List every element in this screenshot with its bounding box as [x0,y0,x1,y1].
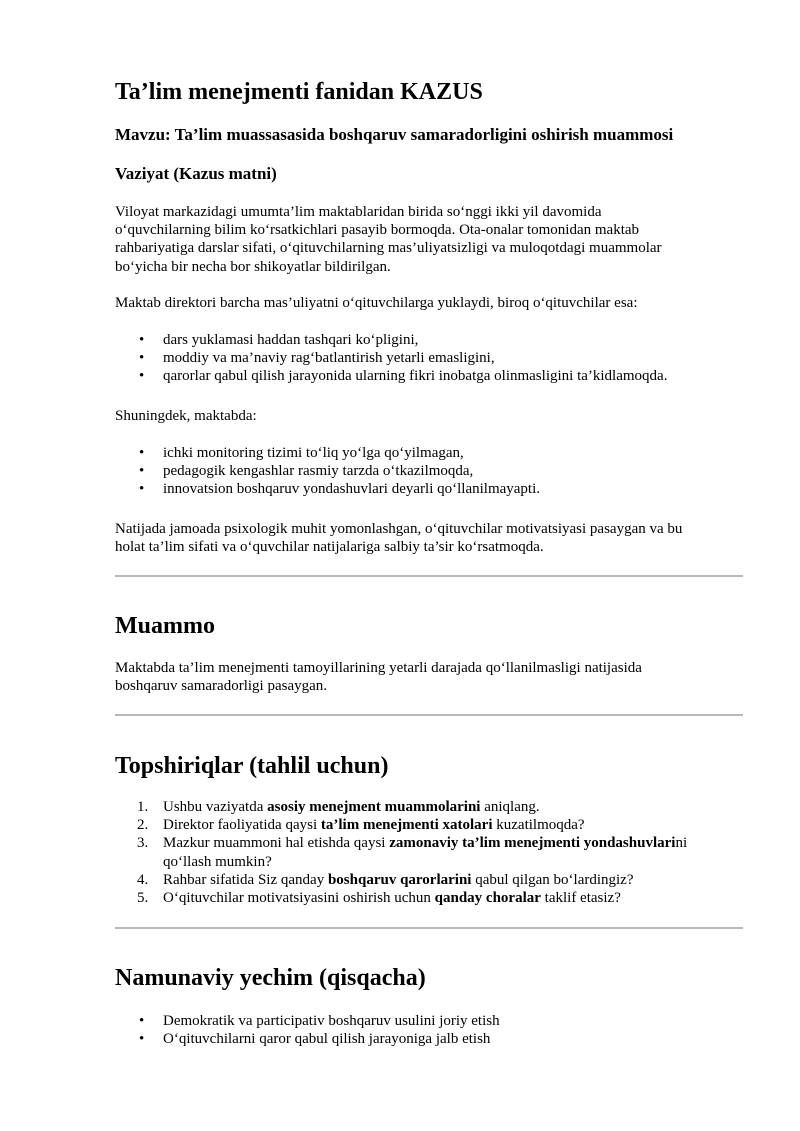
director-paragraph: Maktab direktori barcha mas’uliyatni o‘qituvchilarga yuklaydi, biroq o‘qituvchilar esa: [115,295,638,311]
task-text: kuzatilmoqda? [492,817,585,834]
task-emphasis: asosiy menejment muammolarini [267,799,481,815]
section-divider [115,575,743,577]
list-item [115,462,743,480]
bullet-icon: • [139,332,145,348]
task-text: Direktor faoliyatida qaysi [163,817,321,834]
list-item [115,480,743,498]
task-text: qo‘llash mumkin? [163,853,272,870]
bullet-icon: • [139,1031,145,1048]
task-item [115,871,743,889]
list-item-text: dars yuklamasi haddan tashqari ko‘pligini, [163,332,419,348]
solution-list [115,1012,743,1048]
list-item [115,367,743,385]
bullet-icon: • [139,463,145,480]
task-emphasis: zamonaviy ta’lim menejmenti yondashuvlari [389,835,676,852]
task-emphasis: ta’lim menejmenti xatolari [320,817,493,834]
task-number: 1. [137,799,149,815]
tasks-heading: Topshiriqlar (tahlil uchun) [115,753,389,779]
list-item-text: pedagogik kengashlar rasmiy tarzda o‘tkazilmoqda, [163,463,474,480]
task-text: Rahbar sifatida Siz qanday [163,871,328,888]
school-issues-list [115,444,743,499]
text-line: bo‘yicha bir necha bor shikoyatlar bildirilgan. [115,258,391,275]
task-text: taklif etasiz? [540,890,621,907]
task-text: ni [675,835,688,852]
bullet-icon: • [139,481,145,498]
text-line: Maktabda ta’lim menejmenti tamoyillarining yetarli darajada qo‘llanilmasligi natijasida [115,660,642,676]
list-item-text: innovatsion boshqaruv yondashuvlari deyarli qo‘llanilmayapti. [163,481,541,498]
list-item-text: ichki monitoring tizimi to‘liq yo‘lga qo‘yilmagan, [163,445,464,461]
text-line: Viloyat markazidagi umumta’lim maktablaridan birida so‘nggi ikki yil davomida [115,204,602,220]
problem-heading: Muammo [115,613,215,639]
tasks-list [115,798,743,907]
list-item [115,1030,743,1048]
bullet-icon: • [139,350,145,367]
list-item-text: qarorlar qabul qilish jarayonida ularning fikri inobatga olinmasligini ta’kidlamoqda. [163,368,668,385]
text-line: Natijada jamoada psixologik muhit yomonlashgan, o‘qituvchilar motivatsiyasi pasaygan va bu [115,521,683,537]
bullet-icon: • [139,445,145,461]
task-text: O‘qituvchilar motivatsiyasini oshirish uchun [163,890,435,907]
task-number: 2. [137,817,149,834]
list-item [115,444,743,462]
task-number: 4. [137,871,149,888]
task-text: aniqlang. [480,799,540,815]
task-item [115,798,743,816]
text-line: o‘quvchilarning bilim ko‘rsatkichlari pasayib bormoqda. Ota-onalar tomonidan maktab [115,222,640,239]
task-number: 5. [137,890,149,907]
solution-heading: Namunaviy yechim (qisqacha) [115,965,426,991]
task-item [115,834,743,870]
bullet-icon: • [139,368,145,385]
section-divider [115,927,743,929]
situation-heading: Vaziyat (Kazus matni) [115,164,277,183]
list-item [115,349,743,367]
school-intro-paragraph: Shuningdek, maktabda: [115,408,257,424]
text-line: holat ta’lim sifati va o‘quvchilar natijalariga salbiy ta’sir ko‘rsatmoqda. [115,539,544,556]
task-item [115,816,743,834]
situation-paragraph [115,203,743,276]
list-item [115,331,743,349]
list-item [115,1012,743,1030]
topic-heading: Mavzu: Ta’lim muassasasida boshqaruv samaradorligini oshirish muammosi [115,125,674,144]
problem-paragraph [115,659,743,695]
list-item-text: moddiy va ma’naviy rag‘batlantirish yetarli emasligini, [163,350,495,367]
list-item-text: Demokratik va participativ boshqaruv usulini joriy etish [163,1013,500,1029]
task-text: Ushbu vaziyatda [163,799,268,815]
document-title: Ta’lim menejmenti fanidan KAZUS [115,79,483,105]
task-text: qabul qilgan bo‘lardingiz? [471,871,634,888]
task-emphasis: boshqaruv qarorlarini [327,871,472,888]
section-divider [115,714,743,716]
text-line: boshqaruv samaradorligi pasaygan. [115,678,328,695]
task-number: 3. [137,835,149,852]
bullet-icon: • [139,1013,145,1029]
result-paragraph [115,520,743,556]
text-line: rahbariyatiga darslar sifati, o‘qituvchilarning mas’uliyatsizligi va muloqotdagi muammolar [115,240,662,257]
teacher-complaints-list [115,331,743,386]
task-item [115,889,743,907]
list-item-text: O‘qituvchilarni qaror qabul qilish jarayoniga jalb etish [163,1031,491,1048]
task-text: Mazkur muammoni hal etishda qaysi [163,835,390,852]
task-emphasis: qanday choralar [434,890,541,907]
